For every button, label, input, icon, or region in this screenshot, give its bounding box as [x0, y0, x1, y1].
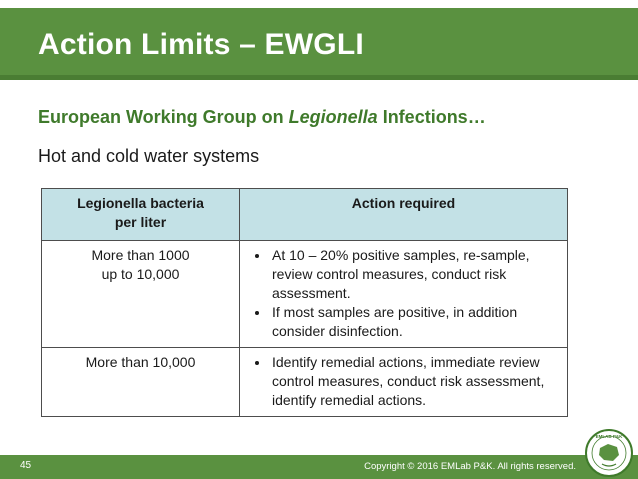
row1-action-item: • If most samples are positive, in addition consider disinfection.: [270, 303, 561, 341]
header-action: Action required: [240, 189, 568, 241]
row2-condition: [42, 348, 240, 417]
row2-action-item: • Identify remedial actions, immediate review control measures, conduct risk assessment, identify remedial actions.: [270, 353, 561, 410]
table-header-row: [42, 189, 568, 241]
title-bar: [0, 8, 638, 80]
action-limits-table: [41, 188, 568, 417]
row1-condition: [42, 241, 240, 348]
header-condition-line2: per liter: [114, 214, 167, 230]
header-condition: [42, 189, 240, 241]
subtitle-prefix: European Working Group on: [38, 107, 289, 127]
logo-text: EMLAB P&K: [595, 434, 623, 439]
row2-actions: [240, 348, 568, 417]
row1-condition-line2: up to 10,000: [101, 266, 180, 282]
subtitle-suffix: Infections…: [377, 107, 486, 127]
emlab-logo-icon: [584, 428, 634, 478]
row2-condition-line1: More than 10,000: [85, 354, 196, 370]
table-row: [42, 348, 568, 417]
row1-action-list: [246, 246, 561, 341]
intro-text: Hot and cold water systems: [38, 146, 260, 166]
title-bar-stripe: [0, 75, 638, 80]
copyright-text: Copyright © 2016 EMLab P&K. All rights reserved.: [364, 461, 576, 472]
table-row: [42, 241, 568, 348]
slide-title: Action Limits – EWGLI: [38, 28, 364, 61]
row1-actions: [240, 241, 568, 348]
row1-action-item: • At 10 – 20% positive samples, re-sample, review control measures, conduct risk assessment.: [270, 246, 561, 303]
header-condition-line1: Legionella bacteria: [77, 195, 204, 211]
row1-condition-line1: More than 1000: [91, 247, 190, 263]
page-number: 45: [20, 460, 32, 471]
subtitle-italic: Legionella: [288, 107, 378, 127]
slide-subtitle: [38, 107, 486, 128]
row2-action-list: [246, 353, 561, 410]
